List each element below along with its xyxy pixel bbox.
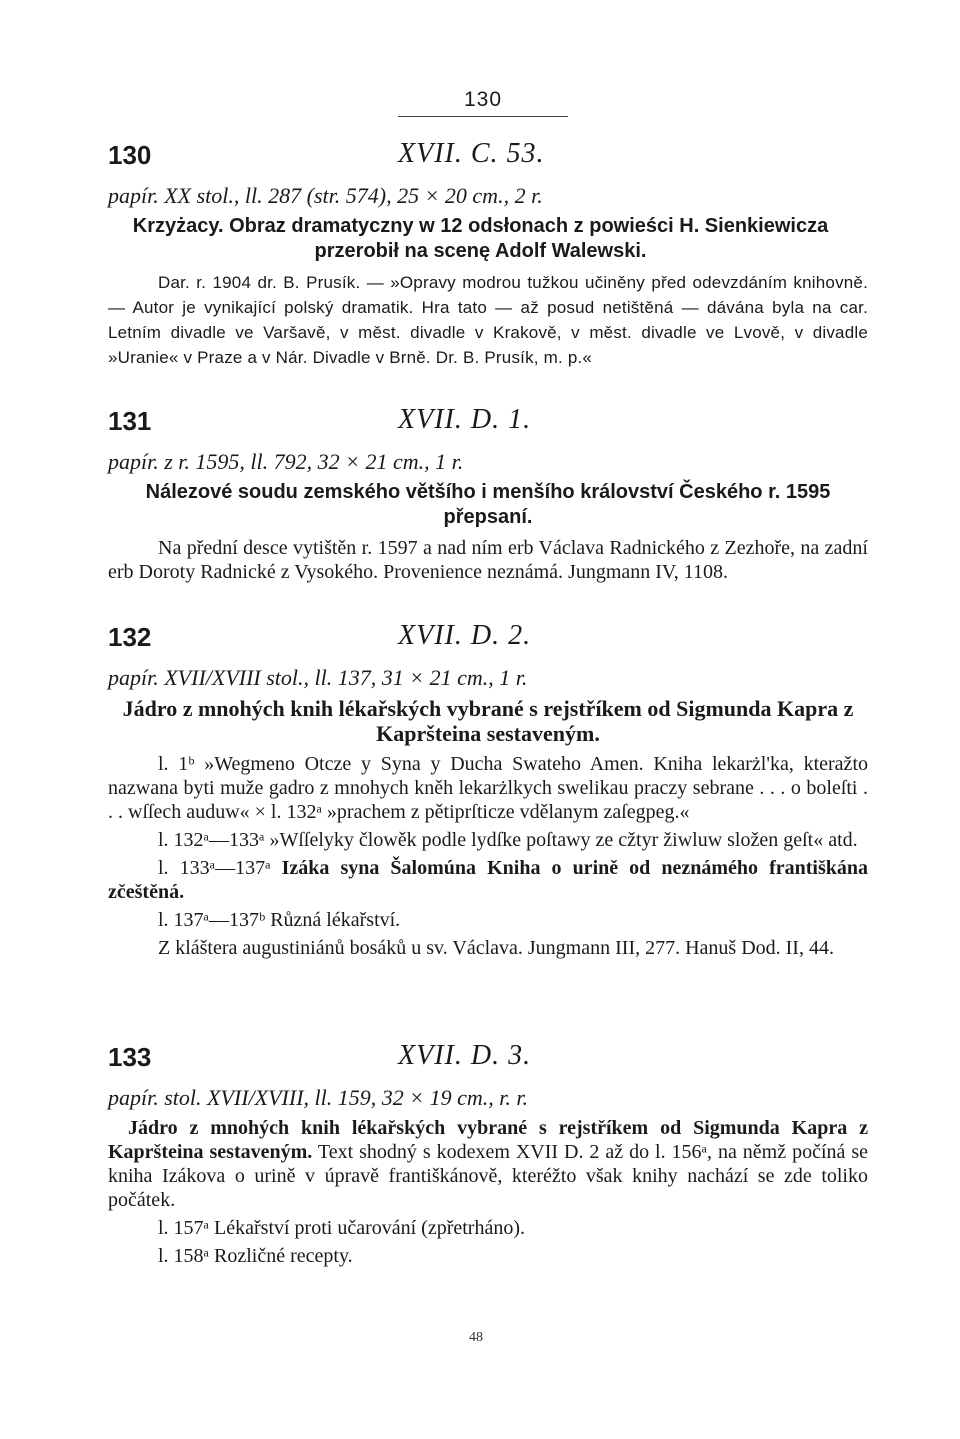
entry-contents	[108, 1216, 868, 1268]
signature-mark: 48	[469, 1330, 483, 1345]
physical-description: papír. z r. 1595, ll. 792, 32 × 21 cm., 1 r.	[108, 449, 464, 474]
content-paragraph: l. 157ᵃ Lékařství proti učarování (zpřetrháno).	[158, 1217, 526, 1239]
catalog-entry-133	[108, 1040, 868, 1272]
catalog-entry-130	[108, 138, 868, 374]
physical-description: papír. stol. XVII/XVIII, ll. 159, 32 × 19 cm., r. r.	[108, 1085, 528, 1110]
shelf-signature: XVII. D. 2.	[398, 620, 532, 651]
catalog-entry-131	[108, 404, 868, 588]
entry-title: Nálezové soudu zemského většího i menšího království Českého r. 1595 přepsaní.	[145, 481, 831, 528]
content-paragraph: l. 158ᵃ Rozličné recepty.	[158, 1245, 353, 1267]
entry-number: 130	[108, 140, 152, 170]
catalog-entry-132	[108, 620, 868, 964]
entry-number: 131	[108, 406, 152, 436]
entry-header	[108, 404, 868, 444]
content-paragraph: l. 133ᵃ—137ᵃ Izáka syna Šalomúna Kniha o urině od neznámého františkána zčeštěná.	[108, 857, 868, 903]
page-number: 130	[398, 88, 568, 117]
shelf-signature: XVII. D. 3.	[398, 1040, 532, 1071]
shelf-signature: XVII. D. 1.	[398, 404, 532, 435]
entry-header	[108, 138, 868, 178]
entry-title-and-note	[108, 1116, 868, 1212]
physical-description: papír. XVII/XVIII stol., ll. 137, 31 × 21 cm., 1 r.	[108, 665, 528, 690]
entry-number: 132	[108, 622, 152, 652]
entry-note: Dar. r. 1904 dr. B. Prusík. — »Opravy modrou tužkou učiněny před odevzdáním knihovně. — Autor je vynikající polský dramatik. Hra tato — až posud netištěná — dávána byla na car. Letním divadle ve Varšavě, v měst. divadle v Krakově, v měst. divadle ve Lvově, v divadle »Uranie« v Praze a v Nár. Divadle v Brně. Dr. B. Prusík, m. p.«	[108, 273, 868, 367]
entry-title: Jádro z mnohých knih lékařských vybrané s rejstříkem od Sigmunda Kapra z Kapršteina sestaveným.	[122, 696, 854, 746]
entry-number: 133	[108, 1042, 152, 1072]
entry-note: Text shodný s kodexem XVII D. 2 až do l. 156ᵃ, na němž počíná se kniha Izákova o urině v úpravě františkánově, kteréžto však knihy nachází se zde toliko počátek.	[108, 1141, 868, 1211]
entry-header	[108, 1040, 868, 1080]
content-paragraph: l. 1ᵇ »Wegmeno Otcze y Syna y Ducha Swateho Amen. Kniha lekarżl'ka, kteražto nazwana byti muže gadro z mnohych kněh lekarżlkych swelikau praczy sebrane . . . o boleſti . . . wſſech auduw« × l. 132ᵃ »prachem z pětiprſticze vdělanym zaſegpeg.«	[108, 753, 868, 823]
physical-description: papír. XX stol., ll. 287 (str. 574), 25 × 20 cm., 2 r.	[108, 183, 543, 208]
entry-header	[108, 620, 868, 660]
entry-title: Jádro z mnohých knih lékařských vybrané s rejstříkem od Sigmunda Kapra z Kapršteina sestaveným.	[108, 1117, 868, 1163]
content-paragraph: l. 137ᵃ—137ᵇ Různá lékařství.	[158, 909, 401, 931]
provenance-note: Z kláštera augustiniánů bosáků u sv. Václava. Jungmann III, 277. Hanuš Dod. II, 44.	[158, 937, 834, 959]
entry-note: Na přední desce vytištěn r. 1597 a nad ním erb Václava Radnického z Zezhoře, na zadní erb Doroty Radnické z Vysokého. Provenience neznámá. Jungmann IV, 1108.	[108, 537, 868, 583]
entry-contents	[108, 752, 868, 960]
content-paragraph: l. 132ᵃ—133ᵃ »Wſſelyky člowěk podle lydſke poſtawy ze cžtyr žiwluw složen geſt« atd.	[158, 829, 858, 851]
shelf-signature: XVII. C. 53.	[398, 138, 545, 169]
entry-title: Krzyżacy. Obraz dramatyczny w 12 odsłonach z powieści H. Sienkiewicza przerobił na scenę Adolf Walewski.	[132, 215, 829, 262]
